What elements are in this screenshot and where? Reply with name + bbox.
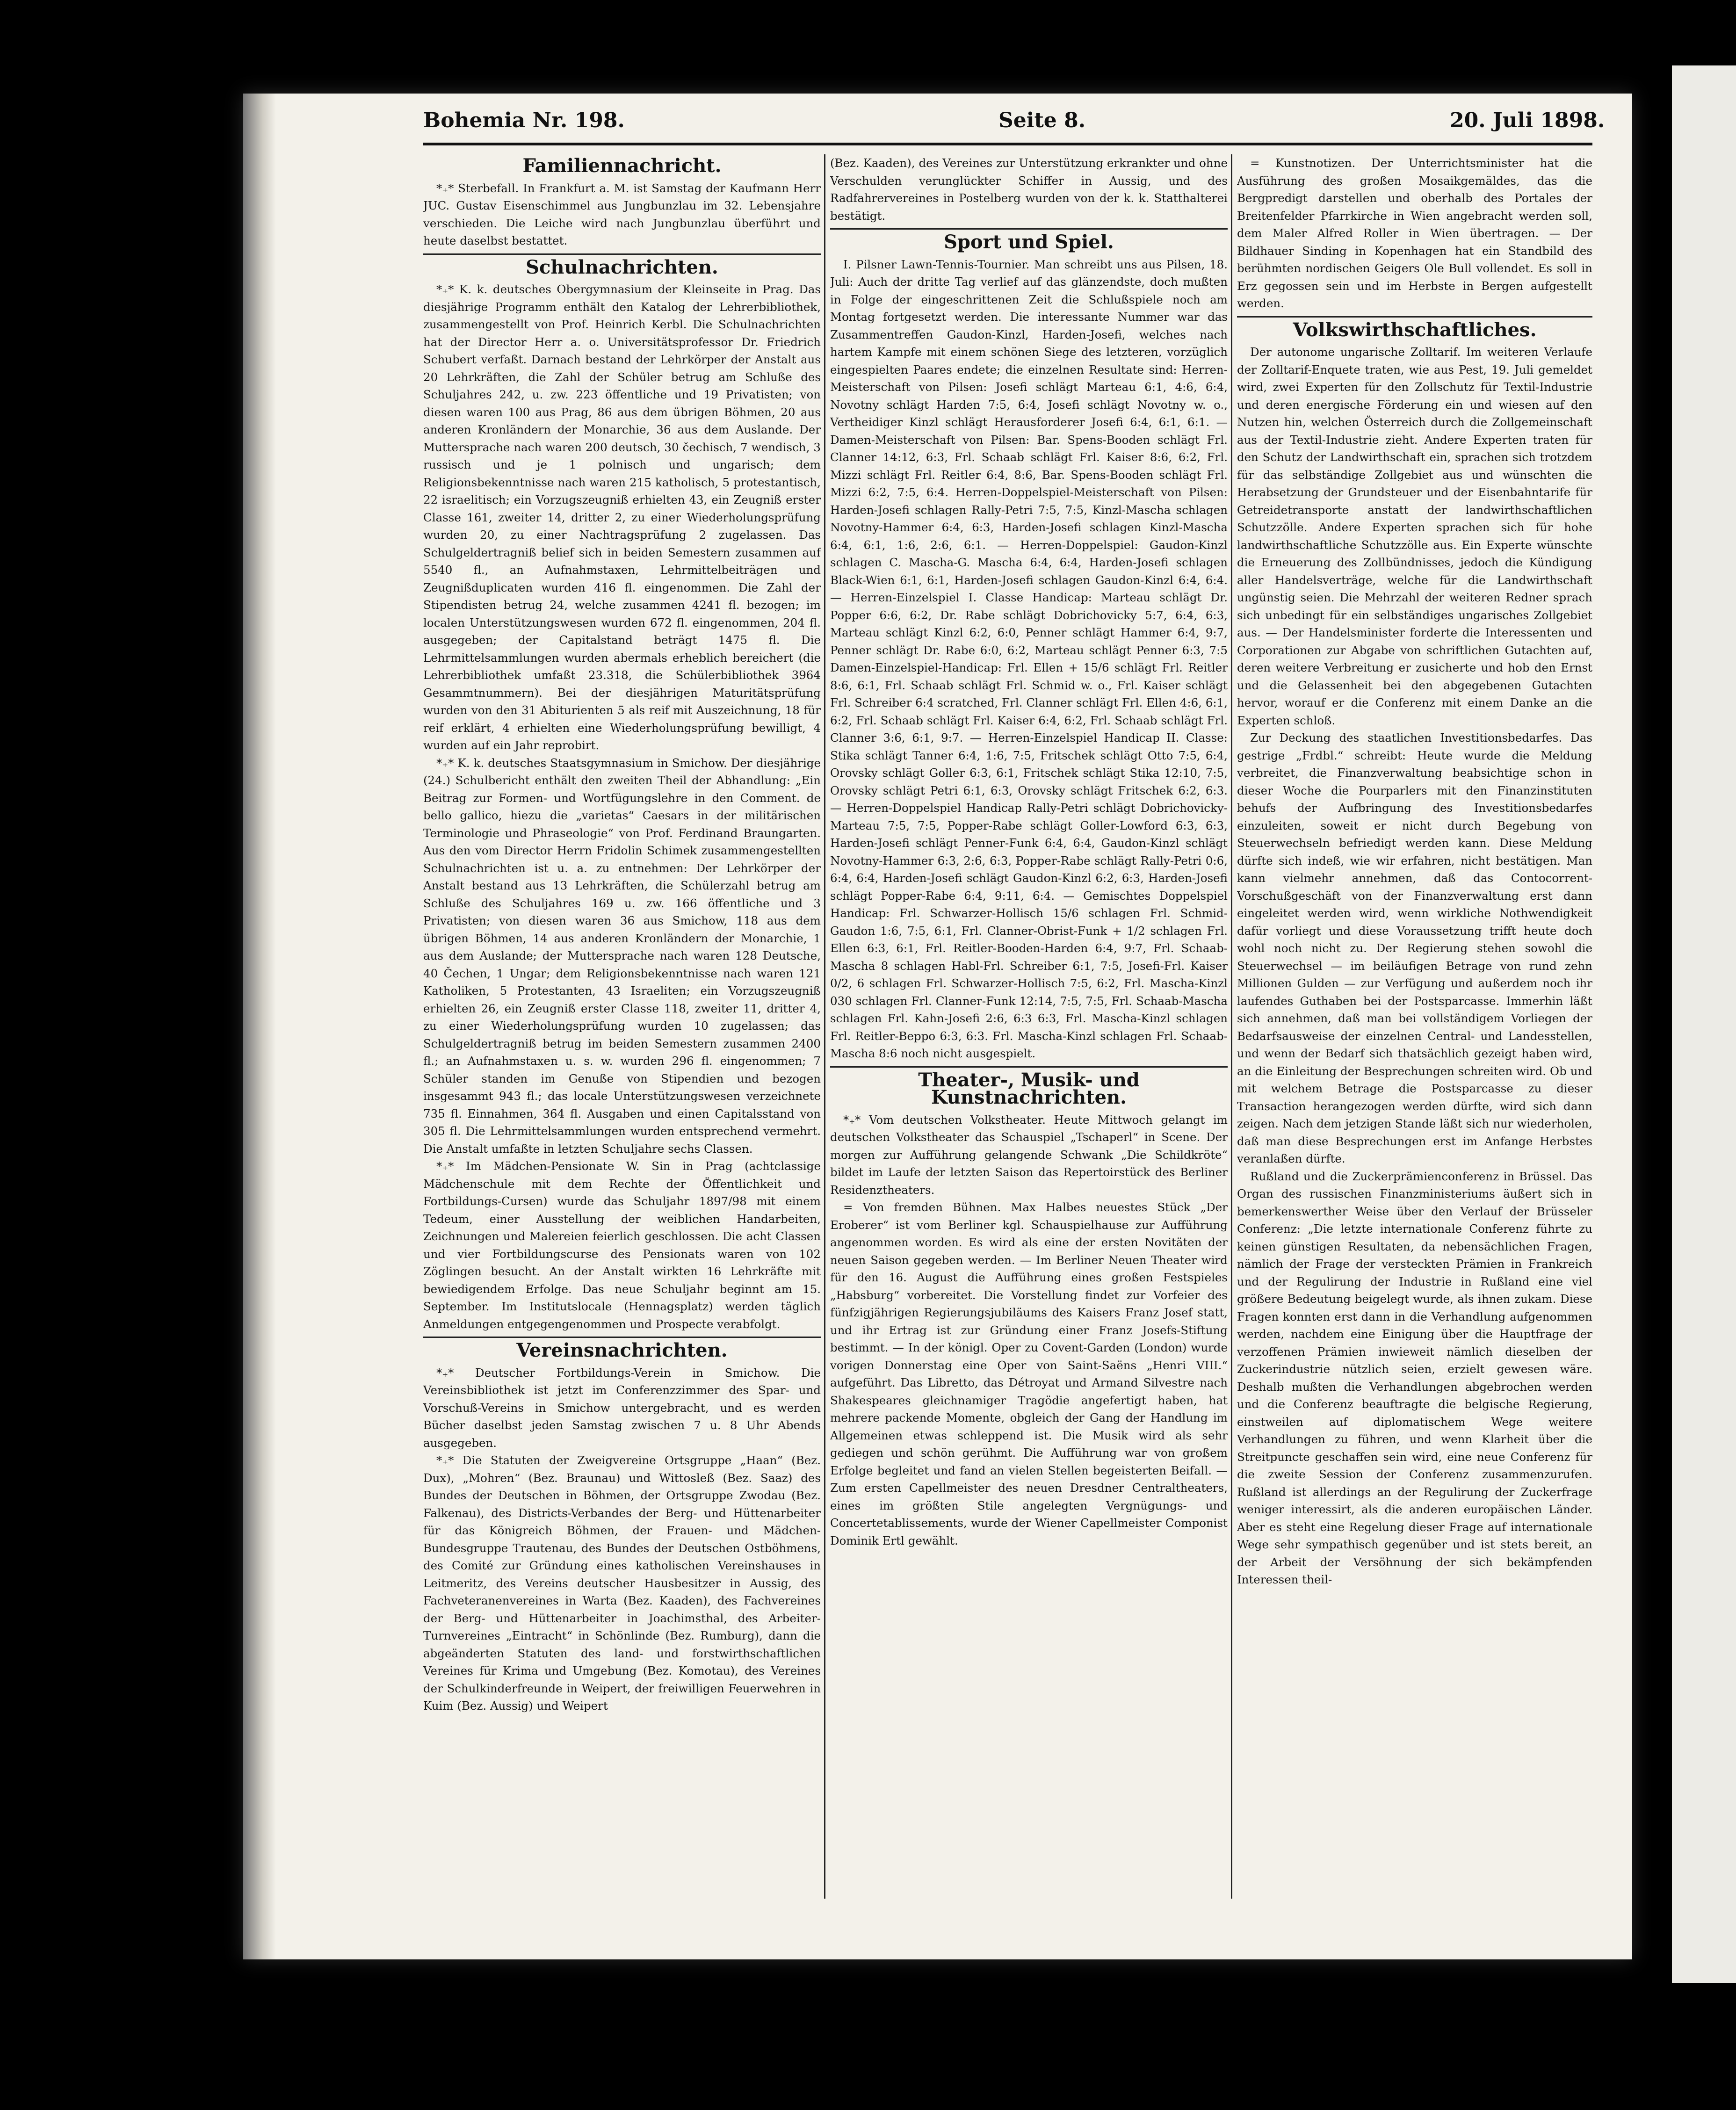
column-3 bbox=[1237, 154, 1592, 1899]
article-ungarischer-zolltarif: Der autonome ungarische Zolltarif. Im weiteren Verlaufe der Zolltarif-Enquete traten, wie aus Pest, 19. Juli gemeldet wird, zwei Experten für den Zollschutz für Textil-Industrie und deren energische Förderung ein und wiesen auf den Nutzen hin, welchen Österreich durch die Zollgemeinschaft aus der Textil-Industrie zieht. Andere Experten traten für den Schutz der Landwirthschaft ein, sprachen sich trotzdem für das selbständige Zollgebiet aus und wünschten die Herabsetzung der Grundsteuer und der Eisenbahntarife für Getreidetransporte anstatt der landwirthschaftlichen Schutzzölle. Andere Experten sprachen sich für hohe landwirthschaftliche Schutzzölle aus. Ein Experte wünschte die Erneuerung des Zollbündnisses, jedoch die Kündigung aller Handelsverträge, welche für die Landwirthschaft ungünstig seien. Die Mehrzahl der weiteren Redner sprach sich unbedingt für ein selbständiges ungarisches Zollgebiet aus. — Der Handelsminister forderte die Interessenten und Corporationen zur Abgabe von schriftlichen Gutachten auf, deren weitere Verbreitung er zusicherte und hob den Ernst und die Gelassenheit bei den abgegebenen Gutachten hervor, worauf er die Conferenz mit einem Danke an die Experten schloß. bbox=[1237, 345, 1592, 727]
header-issue: Bohemia Nr. 198. bbox=[423, 108, 625, 132]
section-heading-familiennachricht: Familiennachricht. bbox=[522, 155, 722, 177]
article-kunstnotizen: = Kunstnotizen. Der Unterrichtsminister hat die Ausführung des großen Mosaikgemäldes, das die Bergpredigt darstellen und oberhalb des Portales der Breitenfelder Pfarrkirche in Wien angebracht werden soll, dem Maler Alfred Roller in Wien übertragen. — Der Bildhauer Sinding in Kopenhagen hat ein Standbild des berühmten nordischen Geigers Ole Bull vollendet. Es soll in Erz gegossen sein und im Herbste in Bergen aufgestellt werden. bbox=[1237, 156, 1592, 310]
article-fortbildungs-verein: *₊* Deutscher Fortbildungs-Verein in Smichow. Die Vereinsbibliothek ist jetzt im Conferenzzimmer des Spar- und Vorschuß-Vereins in Smichow untergebracht, und es werden Bücher daselbst jeden Samstag zwischen 7 u. 8 Uhr Abends ausgegeben. bbox=[423, 1366, 821, 1450]
section-rule bbox=[830, 228, 1228, 230]
section-heading-theater-musik-kunst: Theater-, Musik- und Kunstnachrichten. bbox=[918, 1069, 1140, 1108]
article-lawn-tennis-tournier: I. Pilsner Lawn-Tennis-Tournier. Man schreibt uns aus Pilsen, 18. Juli: Auch der dritte Tag verlief auf das glänzendste, doch mußten in Folge der eingeschrittenen Zeit die Schlußspiele noch am Montag fortgesetzt werden. Die interessante Nummer war das Zusammentreffen Gaudon-Kinzl, Harden-Josefi, welches nach hartem Kampfe mit einem schönen Siege des letzteren, vorzüglich eingespielten Paares endete; die einzelnen Resultate sind: Herren-Meisterschaft von Pilsen: Josefi schlägt Marteau 6:1, 4:6, 6:4, Novotny schlägt Harden 7:5, 6:4, Josefi schlägt Novotny w. o., Vertheidiger Kinzl schlägt Herausforderer Josefi 6:4, 6:1, 6:1. — Damen-Meisterschaft von Pilsen: Bar. Spens-Booden schlägt Frl. Clanner 14:12, 6:3, Frl. Schaab schlägt Frl. Kaiser 8:6, 6:2, Frl. Mizzi schlägt Frl. Reitler 6:4, 8:6, Bar. Spens-Booden schlägt Frl. Mizzi 6:2, 7:5, 6:4. Herren-Doppelspiel-Meisterschaft von Pilsen: Harden-Josefi schlagen Rally-Petri 7:5, 7:5, Kinzl-Mascha schlagen Novotny-Hammer 6:4, 6:3, Harden-Josefi schlagen Kinzl-Mascha 6:4, 6:1, 1:6, 2:6, 6:1. — Herren-Doppelspiel: Gaudon-Kinzl schlagen C. Mascha-G. Mascha 6:4, 6:4, Harden-Josefi schlagen Black-Wien 6:1, 6:1, Harden-Josefi schlagen Gaudon-Kinzl 6:4, 6:4. — Herren-Einzelspiel I. Classe Handicap: Marteau schlägt Dr. Popper 6:6, 6:2, Dr. Rabe schlägt Dobrichovicky 5:7, 6:4, 6:3, Marteau schlägt Kinzl 6:2, 6:0, Penner schlägt Hammer 6:4, 9:7, Penner schlägt Dr. Rabe 6:0, 6:2, Marteau schlägt Penner 6:3, 7:5 Damen-Einzelspiel-Handicap: Frl. Ellen + 15/6 schlägt Frl. Reitler 8:6, 6:1, Frl. Schaab schlägt Frl. Schmid w. o., Frl. Kaiser schlägt Frl. Schreiber 6:4 scratched, Frl. Clanner schlägt Frl. Ellen 4:6, 6:1, 6:2, Frl. Schaab schlägt Frl. Kaiser 6:4, 6:2, Frl. Schaab schlägt Frl. Clanner 3:6, 6:1, 9:7. — Herren-Einzelspiel Handicap II. Classe: Stika schlägt Tanner 6:4, 1:6, 7:5, Fritschek schlägt Otto 7:5, 6:4, Orovsky schlägt Goller 6:3, 6:1, Fritschek schlägt Stika 12:10, 7:5, Orovsky schlägt Petri 6:1, 6:3, Orovsky schlägt Fritschek 6:2, 6:3. — Herren-Doppelspiel Handicap Rally-Petri schlägt Dobrichovicky-Marteau 7:5, 7:5, Popper-Rabe schlägt Goller-Lowford 6:3, 6:3, Harden-Josefi schlägt Penner-Funk 6:4, 6:4, Gaudon-Kinzl schlägt Novotny-Hammer 6:3, 2:6, 6:3, Popper-Rabe schlägt Rally-Petri 0:6, 6:4, 6:4, Harden-Josefi schlägt Gaudon-Kinzl 6:2, 6:3, Harden-Josefi schlägt Popper-Rabe 6:4, 9:11, 6:4. — Gemischtes Doppelspiel Handicap: Frl. Schwarzer-Hollisch 15/6 schlagen Frl. Schmid-Gaudon 1:6, 7:5, 6:1, Frl. Clanner-Obrist-Funk + 1/2 schlagen Frl. Ellen 6:3, 6:1, Frl. Reitler-Booden-Harden 6:4, 9:7, Frl. Schaab-Mascha 8 schlagen Habl-Frl. Schreiber 6:1, 7:5, Josefi-Frl. Kaiser 0/2, 6 schlagen Frl. Schwarzer-Hollisch 7:5, 6:2, Frl. Mascha-Kinzl 030 schlagen Frl. Clanner-Funk 12:14, 7:5, 7:5, Frl. Schaab-Mascha schlagen Frl. Kahn-Josefi 2:6, 6:3 6:3, Frl. Mascha-Kinzl schlagen Frl. Reitler-Beppo 6:3, 6:3. Frl. Mascha-Kinzl schlagen Frl. Schaab-Mascha 8:6 noch nicht ausgespielt. bbox=[830, 257, 1228, 1060]
page-binding-gutter bbox=[243, 94, 276, 1959]
section-rule bbox=[423, 253, 821, 255]
column-rule-1 bbox=[824, 154, 825, 1899]
article-deutsches-volkstheater: *₊* Vom deutschen Volkstheater. Heute Mittwoch gelangt im deutschen Volkstheater das Schauspiel „Tschaperl“ in Scene. Der morgen zur Aufführung gelangende Schwank „Die Schildkröte“ bildet im Laufe der letzten Saison das Repertoirstück des Berliner Residenztheaters. bbox=[830, 1113, 1228, 1197]
article-fremde-buehnen: = Von fremden Bühnen. Max Halbes neuestes Stück „Der Eroberer“ ist vom Berliner kgl. Schauspielhause zur Aufführung angenommen worden. Es wird als eine der ersten Novitäten der neuen Saison gegeben werden. — Im Berliner Neuen Theater wird für den 16. August die Aufführung eines großen Festspieles „Habsburg“ vorbereitet. Die Vorstellung findet zur Vorfeier des fünfzigjährigen Regierungsjubiläums des Kaisers Franz Josef statt, und ihr Ertrag ist zur Gründung einer Franz Josefs-Stiftung bestimmt. — In der königl. Oper zu Covent-Garden (London) wurde vorigen Donnerstag eine Oper von Saint-Saëns „Henri VIII.“ aufgeführt. Das Libretto, das Détroyat und Armand Silvestre nach Shakespeares gleichnamiger Tragödie angefertigt haben, hat mehrere packende Momente, obgleich der Gang der Handlung im Allgemeinen etwas schleppend ist. Die Musik wird als sehr gediegen und schön gerühmt. Die Aufführung war von großem Erfolge begleitet und fand an vielen Stellen begeisterten Beifall. — Zum ersten Capellmeister des neuen Dresdner Centraltheaters, eines im größten Stile angelegten Vergnügungs- und Concertetablissements, wurde der Wiener Capellmeister Componist Dominik Ertl gewählt. bbox=[830, 1200, 1228, 1547]
section-rule bbox=[1237, 316, 1592, 318]
article-statuten: *₊* Die Statuten der Zweigvereine Ortsgruppe „Haan“ (Bez. Dux), „Mohren“ (Bez. Braunau) und Wittosleß (Bez. Saaz) des Bundes der Deutschen in Böhmen, der Ortsgruppe Zwodau (Bez. Falkenau), des Districts-Verbandes der Berg- und Hüttenarbeiter für das Königreich Böhmen, der Frauen- und Mädchen-Bundesgruppe Trautenau, des Bundes der Deutschen Ostböhmens, des Comité zur Gründung eines katholischen Vereinshauses in Leitmeritz, des Vereins deutscher Hausbesitzer in Aussig, des Fachveteranenvereines in Warta (Bez. Kaaden), des Fachvereines der Berg- und Hüttenarbeiter in Joachimsthal, des Arbeiter-Turnvereines „Eintracht“ in Schönlinde (Bez. Rumburg), dann die abgeänderten Statuten des land- und forstwirthschaftlichen Vereines für Krima und Umgebung (Bez. Komotau), des Vereines der Schulkinderfreunde in Weipert, der freiwilligen Feuerwehren in Kuim (Bez. Aussig) und Weipert bbox=[423, 1453, 821, 1713]
column-rule-2 bbox=[1231, 154, 1232, 1899]
column-2 bbox=[830, 154, 1228, 1899]
adjacent-page-edge bbox=[1672, 65, 1736, 1983]
article-staatsgymnasium-smichow: *₊* K. k. deutsches Staatsgymnasium in Smichow. Der diesjährige (24.) Schulbericht enthält den zweiten Theil der Abhandlung: „Ein Beitrag zur Formen- und Wortfügungslehre in den Comment. de bello gallico, hiezu die „varietas“ Caesars in der militärischen Terminologie und Phraseologie“ von Prof. Ferdinand Braungarten. Aus den vom Director Herrn Fridolin Schimek zusammengestellten Schulnachrichten ist u. a. zu entnehmen: Der Lehrkörper der Anstalt bestand aus 13 Lehrkräften, die Schülerzahl betrug am Schluße des Schuljahres 169 u. zw. 166 öffentliche und 3 Privatisten; von diesen waren 36 aus Smichow, 118 aus dem übrigen Böhmen, 14 aus anderen Kronländern der Monarchie, 1 aus dem Auslande; der Muttersprache nach waren 128 Deutsche, 40 Čechen, 1 Ungar; dem Religionsbekenntnisse nach waren 121 Katholiken, 5 Protestanten, 43 Israeliten; ein Vorzugszeugniß erhielten 26, ein Zeugniß erster Classe 118, zweiter 11, dritter 4, zu einer Wiederholungsprüfung wurden 10 zugelassen; das Schulgeldertragniß betrug im beiden Semestern zusammen 2400 fl.; an Aufnahmstaxen u. s. w. wurden 296 fl. eingenommen; 7 Schüler standen im Genuße von Stipendien und bezogen insgesammt 943 fl.; das locale Unterstützungswesen verzeichnete 735 fl. Einnahmen, 364 fl. Ausgaben und einen Capitalsstand von 305 fl. Die Lehrmittelsammlungen wurden entsprechend vermehrt. Die Anstalt umfaßte in letzten Schuljahre sechs Classen. bbox=[423, 756, 821, 1156]
section-heading-vereinsnachrichten: Vereinsnachrichten. bbox=[516, 1339, 728, 1361]
section-heading-sport-und-spiel: Sport und Spiel. bbox=[944, 231, 1114, 253]
article-investitionsbedarf: Zur Deckung des staatlichen Investitionsbedarfes. Das gestrige „Frdbl.“ schreibt: Heute wurde die Meldung verbreitet, die Finanzverwaltung beabsichtige schon in dieser Woche die Pourparlers mit den Finanzinstituten behufs der Aufbringung des Investitionsbedarfes einzuleiten, soweit er nicht durch Begebung von Steuerwechseln befriedigt werden kann. Diese Meldung dürfte sich indeß, wie wir erfahren, nicht bestätigen. Man kann vielmehr annehmen, daß das Contocorrent-Vorschußgeschäft von der Finanzverwaltung erst dann eingeleitet werden wird, wenn wirkliche Nothwendigkeit dafür vorliegt und diese Voraussetzung trifft heute doch wohl noch nicht zu. Der Regierung stehen sowohl die Steuerwechsel — im beiläufigen Betrage von rund zehn Millionen Gulden — zur Verfügung und außerdem noch ihr laufendes Guthaben bei der Postsparcasse. Immerhin läßt sich annehmen, daß man bei vollständigem Vorliegen der Bedarfsausweise der einzelnen Central- und Landesstellen, und wenn der Bedarf sich thatsächlich gezeigt haben wird, an die Einleitung der Besprechungen schreiten wird. Ob und mit welchem Betrage die Postsparcasse zu dieser Transaction herangezogen werden dürfte, wird sich dann zeigen. Nach dem jetzigen Stande läßt sich nur wiederholen, daß man diese Besprechungen erst im Anfange Herbstes veranlaßen dürfte. bbox=[1237, 731, 1592, 1165]
article-zuckerpraemienconferenz: Rußland und die Zuckerprämienconferenz in Brüssel. Das Organ des russischen Finanzministeriums äußert sich in bemerkenswerther Weise über den Verlauf der Brüsseler Conferenz: „Die letzte internationale Conferenz führte zu keinen günstigen Resultaten, da nebensächlichen Fragen, nämlich der Frage der versteckten Prämien in Frankreich und der Regulirung der Industrie in Rußland eine viel größere Bedeutung beigelegt wurde, als ihnen zukam. Diese Fragen konnten erst dann in die Verhandlung aufgenommen werden, nachdem eine Einigung über die Hauptfrage der verzoffenen Prämien inwieweit nämlich dieselben der Zuckerindustrie nützlich seien, erzielt gewesen wäre. Deshalb mußten die Verhandlungen abgebrochen werden und die Conferenz beauftragte die belgische Regierung, einstweilen auf diplomatischem Wege weitere Verhandlungen zu führen, und wenn Klarheit über die Streitpuncte geschaffen sein wird, eine neue Conferenz für die zweite Session der Conferenz zusammenzurufen. Rußland ist allerdings an der Regulirung der Zuckerfrage weniger interessirt, als die anderen europäischen Länder. Aber es steht eine Regelung dieser Frage auf internationale Wege sehr sympathisch gegenüber und ist stets bereit, an der Arbeit der Versöhnung der sich bekämpfenden Interessen theil- bbox=[1237, 1169, 1592, 1586]
article-statuten-continued: (Bez. Kaaden), des Vereines zur Unterstützung erkrankter und ohne Verschulden verunglückter Schiffer in Aussig, und des Radfahrervereines in Postelberg wurden von der k. k. Statthalterei bestätigt. bbox=[830, 156, 1228, 223]
column-1 bbox=[423, 154, 821, 1899]
article-sterbefall: *₊* Sterbefall. In Frankfurt a. M. ist Samstag der Kaufmann Herr JUC. Gustav Eisenschimmel aus Jungbunzlau im 32. Lebensjahre verschieden. Die Leiche wird nach Jungbunzlau überführt und heute daselbst bestattet. bbox=[423, 181, 821, 247]
article-obergymnasium-kleinseite: *₊* K. k. deutsches Obergymnasium der Kleinseite in Prag. Das diesjährige Programm enthält den Katalog der Lehrerbibliothek, zusammengestellt von Prof. Heinrich Kerbl. Die Schulnachrichten hat der Director Herr a. o. Universitätsprofessor Dr. Friedrich Schubert verfaßt. Darnach bestand der Lehrkörper der Anstalt aus 20 Lehrkräften, die Zahl der Schüler betrug am Schluße des Schuljahres 242, u. zw. 223 öffentliche und 19 Privatisten; von diesen waren 100 aus Prag, 86 aus dem übrigen Böhmen, 20 aus anderen Kronländern der Monarchie, 36 aus dem Auslande. Der Muttersprache nach waren 200 deutsch, 30 čechisch, 7 wendisch, 3 russisch und je 1 polnisch und ungarisch; dem Religionsbekenntnisse nach waren 215 katholisch, 5 protestantisch, 22 israelitisch; ein Vorzugszeugniß erhielten 43, ein Zeugniß erster Classe 161, zweiter 14, dritter 2, zu einer Wiederholungsprüfung wurden 20, zu einer Nachtragsprüfung 2 zugelassen. Das Schulgeldertragniß belief sich in beiden Semestern zusammen auf 5540 fl., an Aufnahmstaxen, Lehrmittelbeiträgen und Zeugnißduplicaten wurden 416 fl. eingenommen. Die Zahl der Stipendisten betrug 24, welche zusammen 4241 fl. bezogen; im localen Unterstützungswesen wurden 672 fl. eingenommen, 204 fl. ausgegeben; der Capitalstand beträgt 1475 fl. Die Lehrmittelsammlungen wurden abermals erheblich bereichert (die Lehrerbibliothek umfaßt 23.318, die Schülerbibliothek 3964 Gesammtnummern). Bei der diesjährigen Maturitätsprüfung wurden von den 31 Abiturienten 5 als reif mit Auszeichnung, 18 für reif erklärt, 4 erhielten eine Wiederholungsprüfung bewilligt, 4 wurden auf ein Jahr reprobirt. bbox=[423, 282, 821, 752]
section-heading-schulnachrichten: Schulnachrichten. bbox=[526, 256, 718, 278]
header-rule bbox=[423, 143, 1592, 145]
header-date: 20. Juli 1898. bbox=[1450, 108, 1605, 132]
article-maedchen-pensionat: *₊* Im Mädchen-Pensionate W. Sin in Prag (achtclassige Mädchenschule mit dem Rechte der Öffentlichkeit und Fortbildungs-Cursen) wurde das Schuljahr 1897/98 mit einem Tedeum, einer Ausstellung der weiblichen Handarbeiten, Zeichnungen und Malereien feierlich geschlossen. Die acht Classen und vier Fortbildungscurse des Pensionats waren von 102 Zöglingen besucht. An der Anstalt wirkten 16 Lehrkräfte mit bewiedigendem Erfolge. Das neue Schuljahr beginnt am 15. September. Im Institutslocale (Hennagsplatz) werden täglich Anmeldungen entgegengenommen und Prospecte verabfolgt. bbox=[423, 1159, 821, 1331]
header-page-number: Seite 8. bbox=[998, 108, 1086, 132]
section-rule bbox=[830, 1066, 1228, 1068]
section-heading-volkswirthschaftliches: Volkswirthschaftliches. bbox=[1293, 318, 1537, 341]
section-rule bbox=[423, 1337, 821, 1338]
